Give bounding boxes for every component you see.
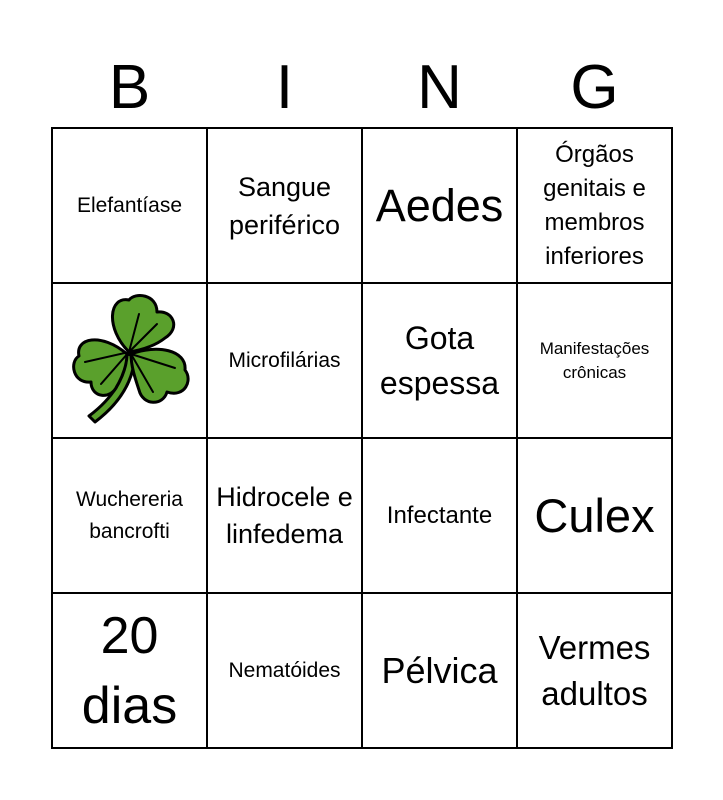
bingo-cell-12[interactable] xyxy=(518,439,673,594)
free-space-cell[interactable] xyxy=(53,284,208,439)
bingo-cell-13[interactable] xyxy=(53,594,208,749)
bingo-cell-11[interactable] xyxy=(363,439,518,594)
bingo-header xyxy=(52,48,672,128)
cell-text: Culex xyxy=(534,488,655,542)
bingo-cell-8[interactable] xyxy=(518,284,673,439)
bingo-cell-2[interactable] xyxy=(208,129,363,284)
bingo-cell-15[interactable] xyxy=(363,594,518,749)
cell-text: Sangue periférico xyxy=(228,171,341,240)
bingo-card-grid xyxy=(51,127,673,749)
cell-text: Elefantíase xyxy=(76,193,183,217)
header-letter-b: B xyxy=(108,53,151,122)
bingo-cell-7[interactable] xyxy=(363,284,518,439)
cell-text: Pélvica xyxy=(381,649,498,691)
bingo-cell-9[interactable] xyxy=(53,439,208,594)
cell-text: Órgãos genitais e membros inferiores xyxy=(543,140,646,270)
cell-text: Manifestações crônicas xyxy=(539,338,650,382)
bingo-cell-3[interactable] xyxy=(363,129,518,284)
bingo-cell-4[interactable] xyxy=(518,129,673,284)
bingo-cell-10[interactable] xyxy=(208,439,363,594)
header-letter-g: G xyxy=(570,53,619,122)
cell-text: Vermes adultos xyxy=(538,628,651,712)
bingo-cell-1[interactable] xyxy=(53,129,208,284)
cell-text: Nematóides xyxy=(228,658,341,682)
cell-text: Hidrocele e linfedema xyxy=(216,481,353,549)
cell-text: Wuchereria bancrofti xyxy=(76,487,183,543)
bingo-cell-16[interactable] xyxy=(518,594,673,749)
header-letter-n: N xyxy=(417,53,462,122)
cell-text: Infectante xyxy=(386,501,493,529)
header-letter-i: I xyxy=(275,53,294,122)
cell-text: Gota espessa xyxy=(379,319,500,401)
bingo-cell-6[interactable] xyxy=(208,284,363,439)
bingo-cell-14[interactable] xyxy=(208,594,363,749)
cell-text: Aedes xyxy=(375,179,504,231)
cell-text: Microfilárias xyxy=(228,348,341,372)
four-leaf-clover-icon xyxy=(65,288,195,433)
cell-text: 20 dias xyxy=(81,606,178,735)
